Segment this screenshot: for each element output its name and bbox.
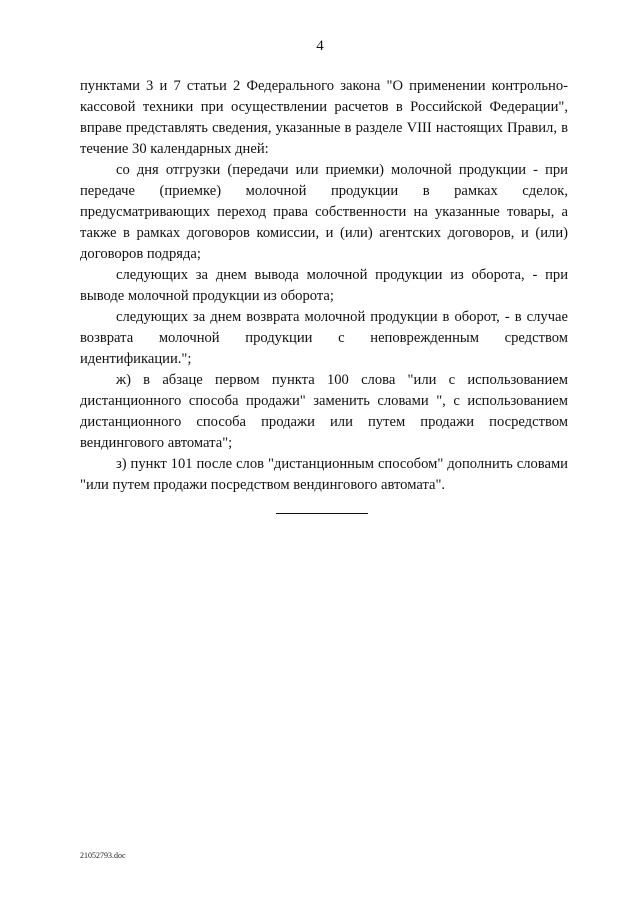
paragraph-1: пунктами 3 и 7 статьи 2 Федерального закона "О применении контрольно-кассовой техники при осуществлении расчетов в Российской Федерации", вправе представлять сведения, указанные в разделе VIII настоящих Правил, в течение 30 календарных дней: xyxy=(80,78,568,157)
paragraph-4: следующих за днем возврата молочной продукции в оборот, - в случае возврата молочной продукции с неповрежденным средством идентификации."; xyxy=(80,309,568,367)
paragraph-5: ж) в абзаце первом пункта 100 слова "или с использованием дистанционного способа продажи" заменить словами ", с использованием дистанционного способа продажи или путем продажи посредством вендингового автомата"; xyxy=(80,372,568,451)
document-filename: 21052793.doc xyxy=(80,851,126,860)
page-number: 4 xyxy=(316,38,324,54)
paragraph-6: з) пункт 101 после слов "дистанционным способом" дополнить словами "или путем продажи посредством вендингового автомата". xyxy=(80,456,568,493)
paragraph-2: со дня отгрузки (передачи или приемки) молочной продукции - при передаче (приемке) молочной продукции в рамках сделок, предусматривающих переход права собственности на указанные товары, а также в рамках договоров комиссии, и (или) агентских договоров, и (или) договоров подряда; xyxy=(80,162,568,262)
paragraph-3: следующих за днем вывода молочной продукции из оборота, - при выводе молочной продукции из оборота; xyxy=(80,267,568,304)
end-separator-line xyxy=(276,513,368,514)
document-body xyxy=(80,76,568,496)
